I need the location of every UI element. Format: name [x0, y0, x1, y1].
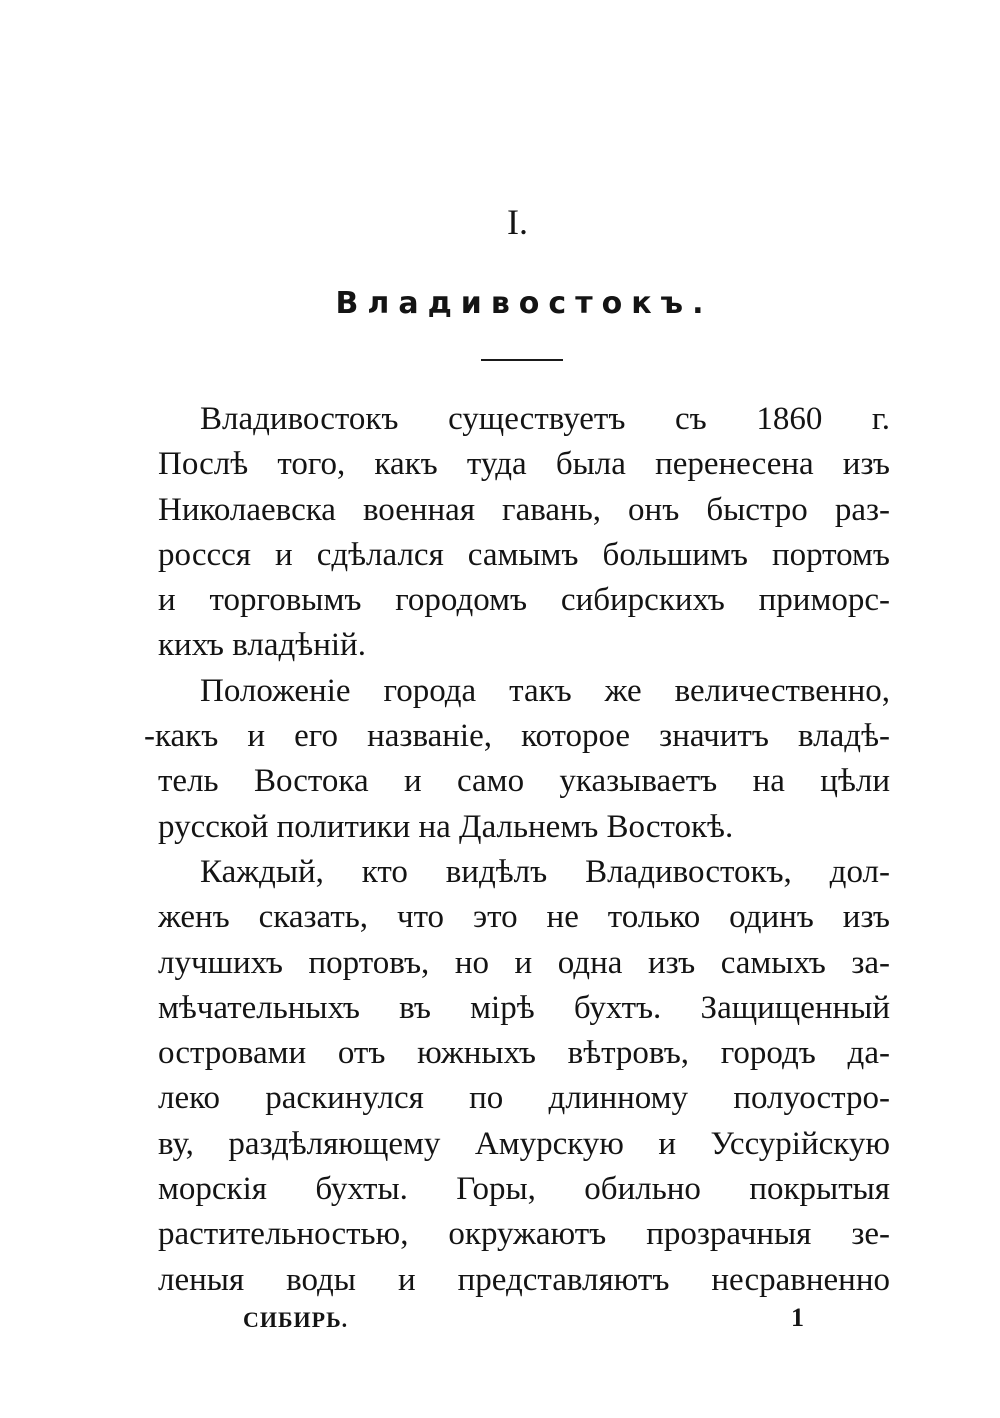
text-line: мѣчательныхъ въ мірѣ бухтъ. Защищенный: [158, 989, 890, 1026]
text-line: ву, раздѣляющему Амурскую и Уссурійскую: [158, 1125, 890, 1162]
text-line: женъ сказать, что это не только одинъ изъ: [158, 899, 890, 936]
title-divider: [481, 359, 563, 361]
text-line: россся и сдѣлался самымъ большимъ портомъ: [158, 536, 890, 573]
text-line: растительностью, окружаютъ прозрачныя зе-: [158, 1216, 890, 1253]
text-line: Владивостокъ существуетъ съ 1860 г.: [200, 401, 890, 437]
text-line: Каждый, кто видѣлъ Владивостокъ, дол-: [200, 853, 890, 890]
body-text: [144, 392, 890, 1298]
paragraph-2: [144, 664, 890, 845]
text-line: леныя воды и представляютъ несравненно: [158, 1261, 890, 1298]
text-line: леко раскинулся по длинному полуостро-: [158, 1080, 890, 1117]
text-line: русской политики на Дальнемъ Востокѣ.: [158, 808, 734, 845]
text-line: кихъ владѣній.: [158, 627, 366, 664]
page-number: 1: [791, 1303, 804, 1332]
text-line: Положеніе города такъ же величественно,: [200, 672, 890, 709]
text-line: лучшихъ портовъ, но и одна изъ самыхъ за-: [158, 944, 890, 981]
text-line: -какъ и его названіе, которое значитъ владѣ-: [144, 718, 890, 755]
text-line: Послѣ того, какъ туда была перенесена изъ: [158, 446, 890, 483]
text-line: и торговымъ городомъ сибирскихъ приморс-: [158, 582, 890, 619]
paragraph-3: [158, 845, 890, 1298]
chapter-title: Владивостокъ.: [335, 286, 713, 321]
text-line: тель Востока и само указываетъ на цѣли: [158, 763, 890, 800]
paragraph-1: [158, 392, 890, 664]
printer-signature: СИБИРЬ.: [243, 1307, 349, 1332]
text-line: Николаевска военная гавань, онъ быстро раз-: [158, 491, 890, 528]
text-line: островами отъ южныхъ вѣтровъ, городъ да-: [158, 1035, 890, 1072]
text-line: морскія бухты. Горы, обильно покрытыя: [158, 1171, 890, 1208]
chapter-number: I.: [507, 202, 528, 242]
